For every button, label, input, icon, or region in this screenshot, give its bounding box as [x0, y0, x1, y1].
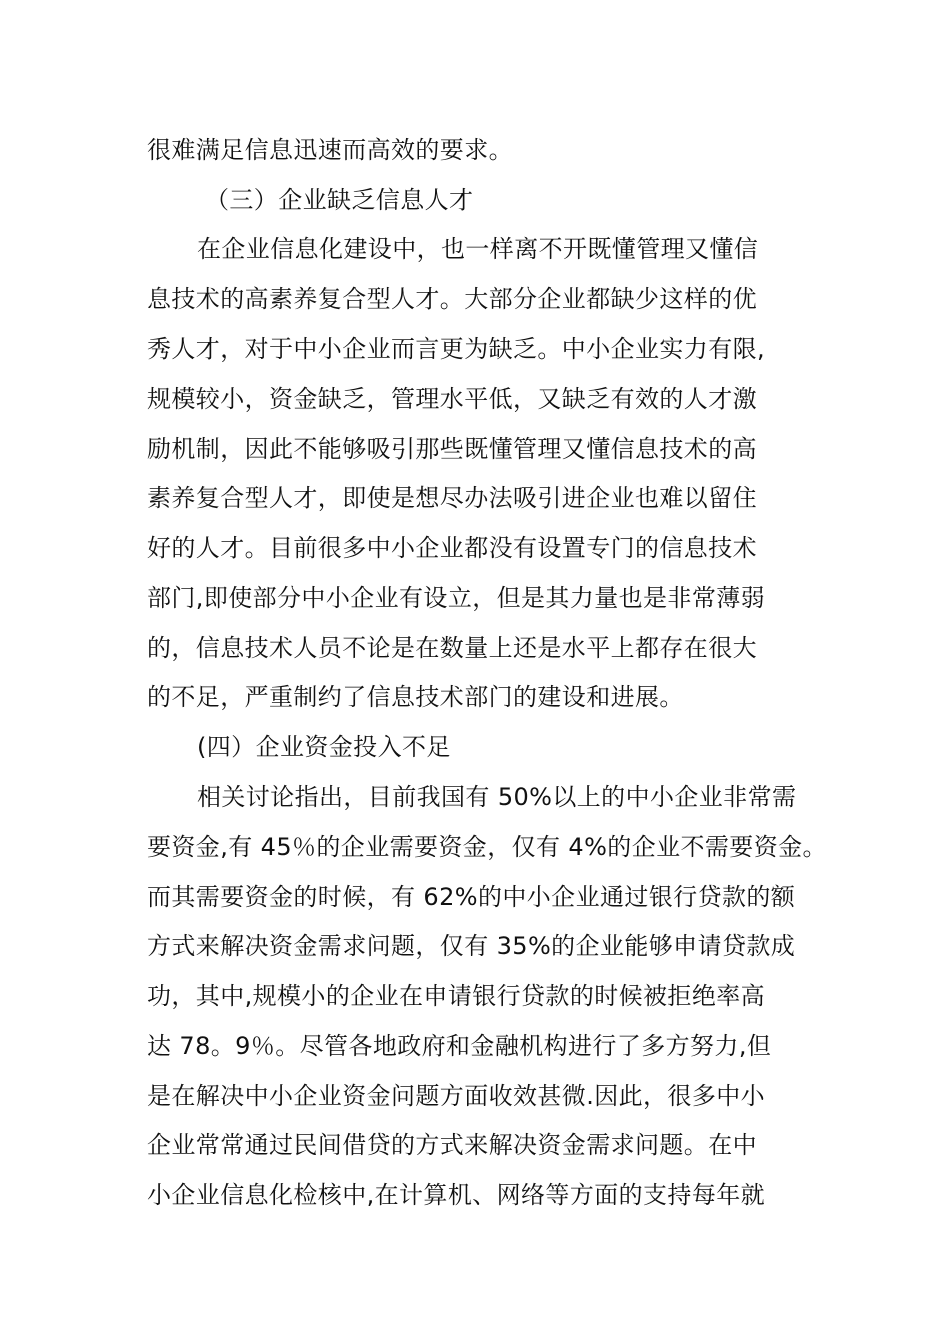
text-line: 秀人才，对于中小企业而言更为缺乏。中小企业实力有限, — [147, 335, 766, 363]
text-line: 的，信息技术人员不论是在数量上还是水平上都存在很大 — [147, 634, 757, 662]
paragraph-start: 相关讨论指出，目前我国有 50%以上的中小企业非常需 — [197, 783, 797, 811]
text-line: 好的人才。目前很多中小企业都没有设置专门的信息技术 — [147, 534, 757, 562]
text-line: 而其需要资金的时候，有 62%的中小企业通过银行贷款的额 — [147, 883, 796, 911]
text-line: 部门,即使部分中小企业有设立，但是其力量也是非常薄弱 — [147, 584, 766, 612]
text-line: 规模较小，资金缺乏，管理水平低，又缺乏有效的人才激 — [147, 385, 757, 413]
text-line: 息技术的高素养复合型人才。大部分企业都缺少这样的优 — [147, 285, 757, 313]
text-line: 很难满足信息迅速而高效的要求。 — [147, 136, 513, 164]
text-line: 是在解决中小企业资金问题方面收效甚微.因此，很多中小 — [147, 1082, 766, 1110]
text-line: 功，其中,规模小的企业在申请银行贷款的时候被拒绝率高 — [147, 982, 766, 1010]
text-line: 的不足，严重制约了信息技术部门的建设和进展。 — [147, 683, 684, 711]
section-heading-4: (四）企业资金投入不足 — [197, 733, 451, 761]
paragraph-start: 在企业信息化建设中，也一样离不开既懂管理又懂信 — [197, 235, 759, 263]
text-line: 达 78。9％。尽管各地政府和金融机构进行了多方努力,但 — [147, 1032, 772, 1060]
text-line: 励机制，因此不能够吸引那些既懂管理又懂信息技术的高 — [147, 435, 757, 463]
text-line: 要资金,有 45％的企业需要资金，仅有 4%的企业不需要资金。 — [147, 833, 827, 861]
text-line: 素养复合型人才，即使是想尽办法吸引进企业也难以留住 — [147, 484, 757, 512]
text-line: 小企业信息化检核中,在计算机、网络等方面的支持每年就 — [147, 1181, 766, 1209]
text-line: 企业常常通过民间借贷的方式来解决资金需求问题。在中 — [147, 1131, 757, 1159]
section-heading-3: （三）企业缺乏信息人才 — [205, 186, 474, 214]
text-line: 方式来解决资金需求问题，仅有 35%的企业能够申请贷款成 — [147, 932, 796, 960]
